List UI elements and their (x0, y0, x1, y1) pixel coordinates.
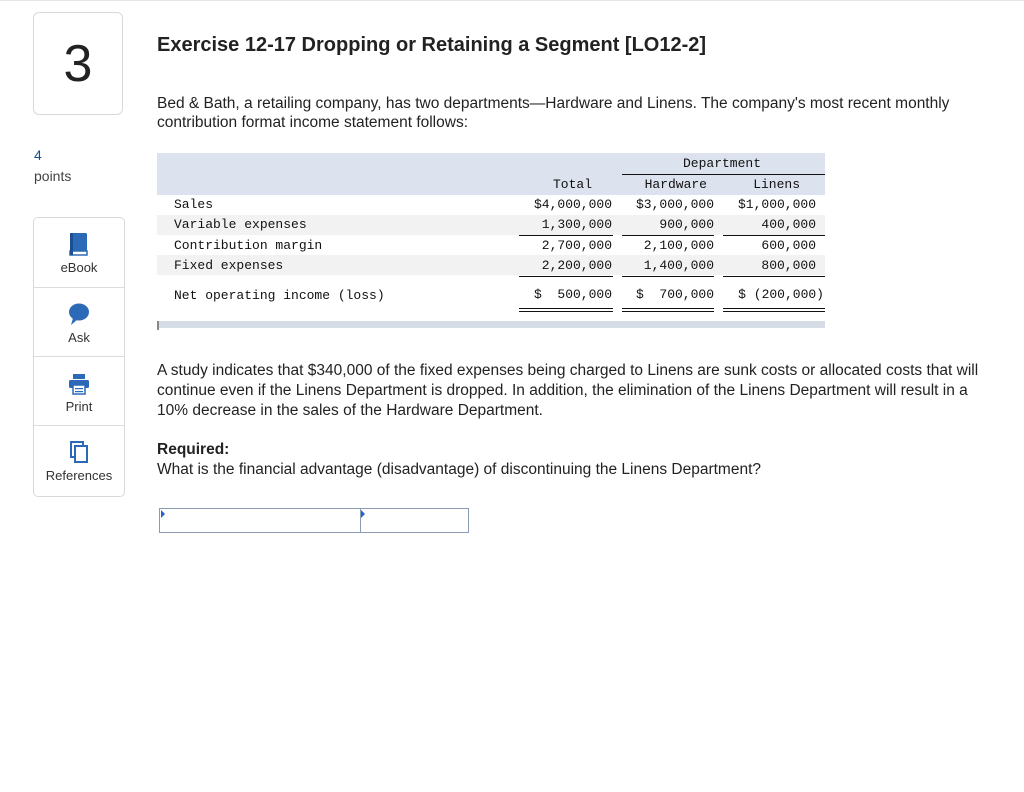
department-header: Department (682, 156, 761, 171)
book-icon (68, 230, 90, 256)
row-label-fixed-expenses: Fixed expenses (174, 258, 284, 273)
double-underline (519, 311, 613, 312)
exercise-title: Exercise 12-17 Dropping or Retaining a Segment [LO12-2] (157, 34, 707, 56)
references-icon (68, 438, 90, 464)
tools-panel (33, 217, 125, 497)
double-underline (519, 308, 613, 309)
double-underline (723, 308, 825, 309)
points-label: points (34, 168, 72, 184)
contribution-margin-linens: 600,000 (761, 238, 816, 253)
row-label-sales: Sales (174, 197, 214, 212)
required-question: What is the financial advantage (disadvantage) of discontinuing the Linens Department? (157, 461, 762, 478)
net-operating-income-total: $ 500,000 (533, 287, 612, 302)
answer-label-input[interactable] (160, 509, 361, 532)
net-operating-income-linens: $ (200,000) (738, 287, 824, 302)
row-label-net-operating-income: Net operating income (loss) (174, 288, 385, 303)
column-header-hardware: Hardware (644, 177, 707, 192)
print-button[interactable] (34, 356, 124, 425)
table-bottom-band (157, 321, 825, 328)
printer-icon (67, 369, 91, 395)
column-header-linens: Linens (753, 177, 800, 192)
references-button[interactable] (34, 425, 124, 494)
question-number: 3 (33, 12, 123, 115)
required-heading: Required: (157, 441, 230, 458)
variable-expenses-total: 1,300,000 (541, 217, 612, 232)
print-label: Print (65, 399, 93, 414)
column-header-total: Total (552, 177, 592, 192)
double-underline (622, 311, 714, 312)
contribution-margin-total: 2,700,000 (541, 238, 612, 253)
study-text: A study indicates that $340,000 of the fixed expenses being charged to Linens are sunk costs or allocated costs that will continue even if the Linens Department is dropped. In addition, the elimination of the Linens Department will result in a 10% decrease in the sales of the Hardware Department. (157, 362, 979, 419)
ebook-label: eBook (60, 260, 98, 275)
dropdown-marker-icon (361, 510, 365, 518)
underline (723, 276, 825, 277)
answer-table (159, 508, 469, 533)
answer-amount-input[interactable] (360, 509, 468, 532)
references-label: References (45, 468, 113, 483)
fixed-expenses-hardware: 1,400,000 (643, 258, 714, 273)
chat-bubble-icon (67, 300, 91, 326)
contribution-margin-hardware: 2,100,000 (643, 238, 714, 253)
table-bottom-tick (157, 321, 159, 330)
net-operating-income-hardware: $ 700,000 (635, 287, 714, 302)
dropdown-marker-icon (161, 510, 165, 518)
variable-expenses-linens: 400,000 (761, 217, 816, 232)
top-border (0, 0, 1024, 1)
fixed-expenses-total: 2,200,000 (541, 258, 612, 273)
ask-label: Ask (68, 330, 90, 345)
fixed-expenses-linens: 800,000 (761, 258, 816, 273)
underline (519, 276, 613, 277)
row-label-contribution-margin: Contribution margin (174, 238, 323, 253)
ask-button[interactable] (34, 287, 124, 356)
income-statement (157, 153, 825, 328)
variable-expenses-hardware: 900,000 (659, 217, 714, 232)
row-label-variable-expenses: Variable expenses (174, 217, 307, 232)
sales-linens: $1,000,000 (737, 197, 816, 212)
sales-total: $4,000,000 (533, 197, 612, 212)
double-underline (622, 308, 714, 309)
points-value: 4 (34, 147, 42, 163)
double-underline (723, 311, 825, 312)
exercise-intro: Bed & Bath, a retailing company, has two departments—Hardware and Linens. The company's most recent monthly contribution format income statement follows: (157, 95, 950, 131)
sales-hardware: $3,000,000 (635, 197, 714, 212)
ebook-button[interactable] (34, 218, 124, 287)
underline (622, 276, 714, 277)
